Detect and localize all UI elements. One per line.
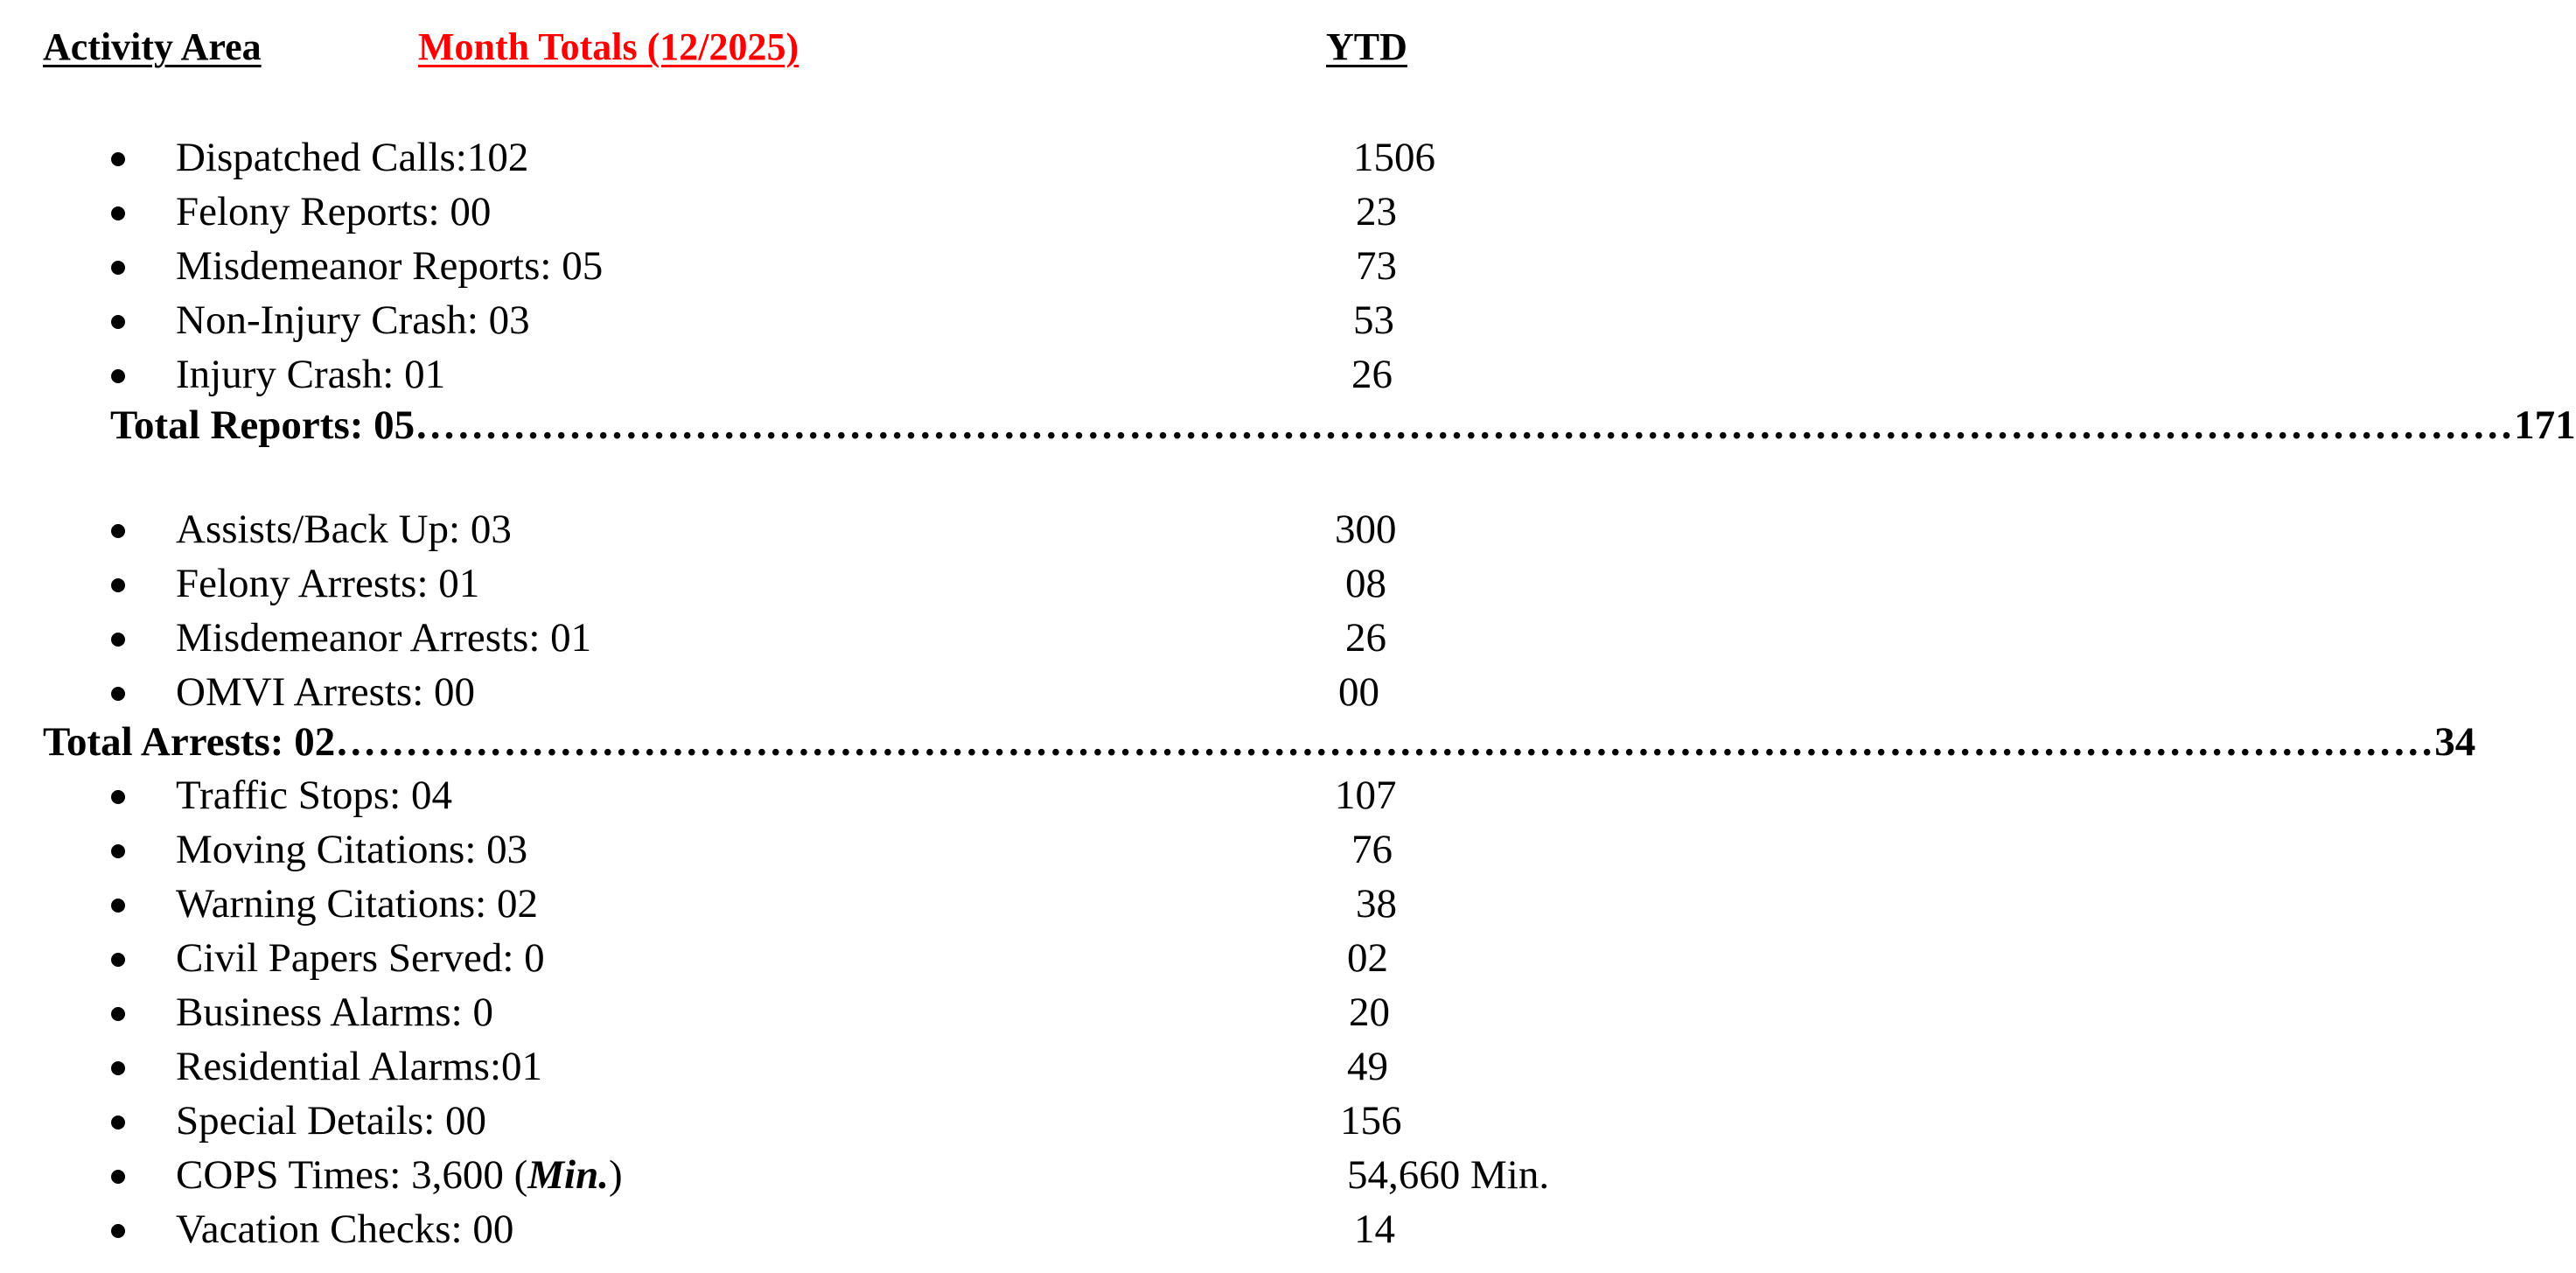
list-item <box>0 612 1599 664</box>
leader-dots: …………………………………………………………………………………………………………………………………… <box>335 719 2435 765</box>
bullet-icon <box>111 152 125 166</box>
list-item <box>0 131 1599 184</box>
bullet-icon <box>111 1170 125 1184</box>
item-label: Special Details: 00 <box>176 1098 487 1144</box>
total-arrests-ytd: 34 <box>2434 719 2476 765</box>
item-ytd: 300 <box>1335 507 1397 552</box>
list-item <box>0 878 1599 930</box>
list-item <box>0 1095 1599 1147</box>
item-label: Felony Arrests: 01 <box>176 561 480 606</box>
list-item <box>0 294 1599 346</box>
item-ytd: 14 <box>1354 1207 1395 1252</box>
total-arrests-label: Total Arrests: 02 <box>43 719 336 765</box>
item-ytd: 08 <box>1345 561 1386 606</box>
item-label: Misdemeanor Arrests: 01 <box>176 615 592 661</box>
header-ytd: YTD <box>1326 25 1407 68</box>
item-ytd: 23 <box>1356 189 1397 234</box>
list-item <box>0 769 1599 822</box>
item-label: Injury Crash: 01 <box>176 352 446 397</box>
bullet-icon <box>111 844 125 858</box>
bullet-icon <box>111 206 125 220</box>
bullet-icon <box>111 524 125 538</box>
item-label: OMVI Arrests: 00 <box>176 669 476 715</box>
bullet-icon <box>111 578 125 592</box>
list-item <box>0 1203 1599 1256</box>
item-label: Felony Reports: 00 <box>176 189 492 234</box>
list-item <box>0 557 1599 610</box>
bullet-icon <box>111 369 125 383</box>
item-label: Business Alarms: 0 <box>176 990 493 1035</box>
item-label: Moving Citations: 03 <box>176 827 528 872</box>
item-label: Dispatched Calls:102 <box>176 135 529 180</box>
bullet-icon <box>111 953 125 967</box>
item-ytd: 156 <box>1340 1098 1402 1144</box>
bullet-icon <box>111 790 125 804</box>
item-label: Traffic Stops: 04 <box>176 773 452 818</box>
item-label: Civil Papers Served: 0 <box>176 935 545 981</box>
item-label: Non-Injury Crash: 03 <box>176 297 530 343</box>
item-label-text: COPS Times: 3,600 ( <box>176 1152 528 1198</box>
item-label: Warning Citations: 02 <box>176 881 538 927</box>
bullet-icon <box>111 1061 125 1075</box>
bullet-icon <box>111 687 125 701</box>
item-label: Residential Alarms:01 <box>176 1044 543 1089</box>
item-label-end: ) <box>609 1152 623 1198</box>
list-item <box>0 666 1599 718</box>
item-ytd: 1506 <box>1353 135 1435 180</box>
item-ytd: 26 <box>1351 352 1393 397</box>
list-item <box>0 932 1599 984</box>
bullet-icon <box>111 1224 125 1238</box>
bullet-icon <box>111 1007 125 1021</box>
list-item <box>0 348 1599 401</box>
list-item <box>0 503 1599 556</box>
header-month-totals: Month Totals (12/2025) <box>418 25 799 68</box>
leader-dots: …………………………………………………………………………………………………………………………………… <box>415 402 2515 448</box>
item-label: Assists/Back Up: 03 <box>176 507 512 552</box>
total-reports <box>110 399 2576 451</box>
item-ytd: 76 <box>1351 827 1393 872</box>
item-ytd: 53 <box>1353 297 1394 343</box>
item-ytd: 107 <box>1335 773 1397 818</box>
item-label: Vacation Checks: 00 <box>176 1207 514 1252</box>
header-activity-area: Activity Area <box>43 25 262 68</box>
item-ytd: 49 <box>1347 1044 1388 1089</box>
item-ytd: 00 <box>1338 669 1379 715</box>
item-ytd: 54,660 Min. <box>1347 1152 1550 1198</box>
item-ytd: 20 <box>1349 990 1390 1035</box>
bullet-icon <box>111 633 125 647</box>
bullet-icon <box>111 899 125 913</box>
item-ytd: 26 <box>1345 615 1386 661</box>
bullet-icon <box>111 1116 125 1130</box>
item-ytd: 38 <box>1356 881 1397 927</box>
list-item <box>0 1040 1599 1093</box>
item-label <box>176 1149 623 1201</box>
item-ytd: 73 <box>1356 243 1397 289</box>
bullet-icon <box>111 261 125 275</box>
total-reports-ytd: 171 <box>2514 402 2576 448</box>
item-label: Misdemeanor Reports: 05 <box>176 243 604 289</box>
list-item <box>0 986 1599 1039</box>
bullet-icon <box>111 315 125 329</box>
total-arrests <box>43 716 2476 768</box>
list-item <box>0 185 1599 238</box>
list-item <box>0 1149 1599 1201</box>
list-item <box>0 823 1599 876</box>
item-ytd: 02 <box>1347 935 1388 981</box>
list-item <box>0 240 1599 292</box>
total-reports-label: Total Reports: 05 <box>110 402 415 448</box>
item-label-emphasis: Min. <box>527 1152 610 1198</box>
